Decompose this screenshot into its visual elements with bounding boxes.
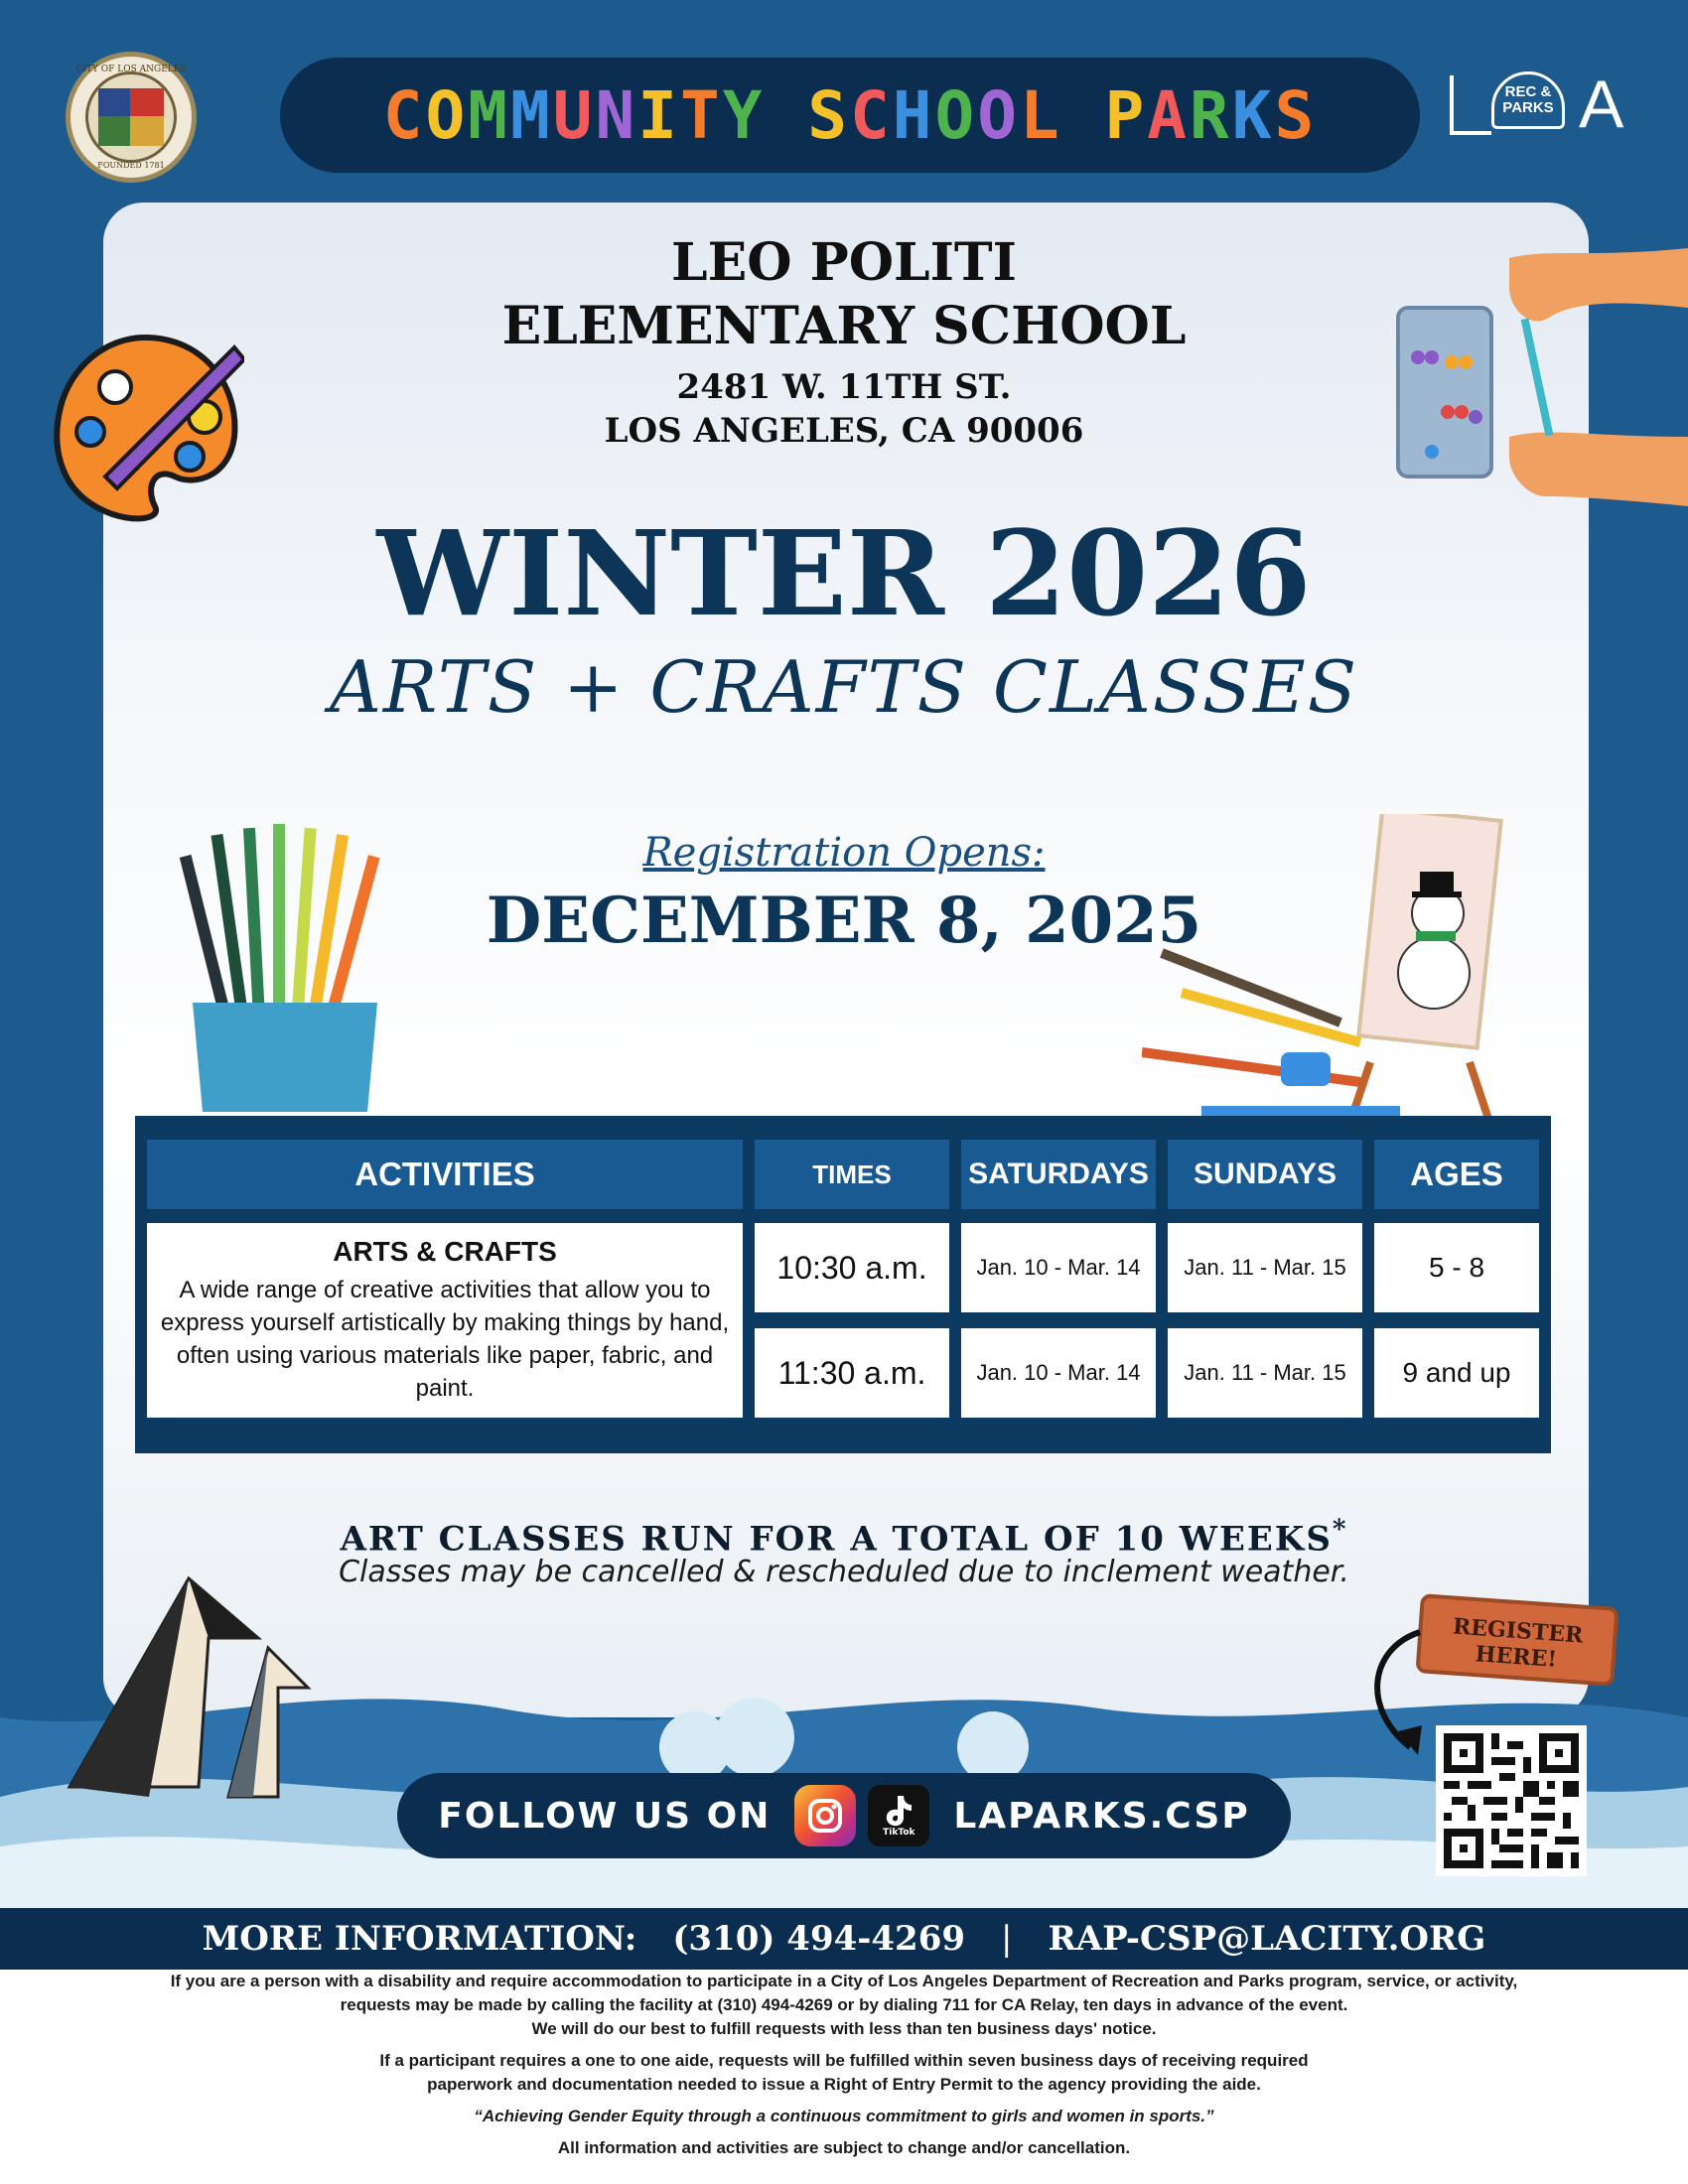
duration-asterisk: *	[1332, 1515, 1348, 1545]
school-address-line2: LOS ANGELES, CA 90006	[604, 411, 1084, 451]
table-cell-ages: 9 and up	[1374, 1328, 1539, 1418]
header-activities: ACTIVITIES	[147, 1140, 743, 1209]
registration-qr-code[interactable]	[1436, 1725, 1587, 1876]
footer-line: “Achieving Gender Equity through a continuous commitment to girls and women in sports.”	[474, 2107, 1214, 2125]
logo-badge-line2: PARKS	[1502, 99, 1554, 116]
banner-title-letter: P	[1104, 76, 1148, 154]
footer-line: requests may be made by calling the facility at (310) 494-4269 or by dialing 711 for CA Relay, ten days in advance of the event.	[340, 1995, 1348, 2014]
header-times: TIMES	[755, 1140, 949, 1209]
arrow-icon	[1360, 1628, 1440, 1767]
register-sign-line1: REGISTER	[1452, 1613, 1585, 1649]
footer-line: If you are a person with a disability and require accommodation to participate in a City of Los Angeles Department of Recreation and Parks program, service, or activity,	[170, 1972, 1518, 1990]
banner-title	[383, 77, 1318, 154]
banner-title-letter	[766, 77, 808, 154]
banner-title-letter: Y	[722, 76, 766, 154]
social-follow-bar	[397, 1773, 1291, 1858]
table-cell-ages: 5 - 8	[1374, 1223, 1539, 1312]
banner-title-letter: M	[510, 76, 553, 154]
activity-description: A wide range of creative activities that allow you to express yourself artistically by making things by hand, often using various materials like paper, fabric, and paint.	[160, 1277, 730, 1402]
table-cell-sundays: Jan. 11 - Mar. 15	[1168, 1328, 1362, 1418]
table-cell-saturdays: Jan. 10 - Mar. 14	[961, 1328, 1156, 1418]
banner-title-letter	[1062, 77, 1105, 154]
contact-info-bar	[0, 1908, 1688, 1970]
contact-separator: |	[1001, 1919, 1013, 1959]
footer-line: paperwork and documentation needed to issue a Right of Entry Permit to the agency providing the aide.	[427, 2075, 1261, 2094]
contact-email[interactable]: RAP-CSP@LACITY.ORG	[1048, 1919, 1486, 1959]
banner-title-letter: S	[1274, 76, 1318, 154]
banner-title-letter: C	[382, 76, 426, 154]
header-saturdays: SATURDAYS	[961, 1140, 1156, 1209]
seal-shield	[85, 71, 177, 163]
social-handle[interactable]: LAPARKS.CSP	[953, 1795, 1250, 1837]
header-ages: AGES	[1374, 1140, 1539, 1209]
duration-text: ART CLASSES RUN FOR A TOTAL OF 10 WEEKS	[340, 1519, 1333, 1560]
banner-title-letter: K	[1231, 76, 1275, 154]
schedule-table	[135, 1116, 1551, 1453]
qr-code-icon	[1444, 1733, 1579, 1868]
weather-note: Classes may be cancelled & rescheduled due to inclement weather.	[339, 1555, 1349, 1589]
seal-text-bottom: FOUNDED 1781	[97, 161, 165, 170]
banner-title-letter: U	[552, 76, 596, 154]
banner-title-letter: M	[468, 76, 510, 154]
instagram-icon[interactable]	[794, 1785, 856, 1846]
school-name-line1: LEO POLITI	[671, 232, 1017, 293]
activity-title: ARTS & CRAFTS	[333, 1236, 557, 1267]
banner-title-letter: A	[1147, 76, 1190, 154]
header-sundays: SUNDAYS	[1168, 1140, 1362, 1209]
season-title: WINTER 2026	[376, 504, 1312, 642]
banner-title-letter: S	[807, 76, 850, 154]
banner-title-letter: R	[1190, 76, 1232, 154]
footer-disclaimer	[0, 1970, 1688, 2184]
tiktok-icon[interactable]	[868, 1785, 929, 1846]
logo-badge	[1491, 71, 1565, 129]
seal-text-top: CITY OF LOS ANGELES	[75, 65, 187, 74]
table-cell-time: 10:30 a.m.	[755, 1223, 949, 1312]
banner-title-letter: O	[425, 76, 469, 154]
logo-letter-l	[1450, 75, 1491, 135]
footer-line: All information and activities are subject to change and/or cancellation.	[557, 2138, 1131, 2157]
table-cell-sundays: Jan. 11 - Mar. 15	[1168, 1223, 1362, 1312]
logo-letter-a: A	[1579, 67, 1624, 142]
banner-title-letter: N	[595, 76, 638, 154]
contact-phone[interactable]: (310) 494-4269	[672, 1919, 966, 1959]
rec-and-parks-logo	[1450, 66, 1658, 145]
banner-title-letter: L	[1020, 76, 1062, 154]
banner-title-letter: O	[934, 76, 978, 154]
table-cell-saturdays: Jan. 10 - Mar. 14	[961, 1223, 1156, 1312]
footer-line: If a participant requires a one to one aide, requests will be fulfilled within seven business days of receiving required	[379, 2051, 1309, 2070]
activity-cell	[147, 1223, 743, 1418]
follow-label: FOLLOW US ON	[438, 1795, 772, 1837]
banner-title-letter: C	[850, 76, 893, 154]
city-seal-logo	[66, 52, 197, 183]
banner-title-letter: I	[637, 76, 680, 154]
school-address-line1: 2481 W. 11TH ST.	[676, 367, 1012, 407]
registration-label: Registration Opens:	[642, 830, 1046, 876]
school-name-line2: ELEMENTARY SCHOOL	[501, 296, 1187, 356]
register-sign	[1415, 1593, 1618, 1687]
title-banner	[280, 58, 1420, 173]
table-cell-time: 11:30 a.m.	[755, 1328, 949, 1418]
register-sign-line2: HERE!	[1474, 1641, 1558, 1673]
footer-line: We will do our best to fulfill requests with less than ten business days' notice.	[531, 2019, 1157, 2038]
program-subtitle: ARTS + CRAFTS CLASSES	[329, 645, 1359, 729]
banner-title-letter: T	[680, 76, 723, 154]
logo-badge-line1: REC &	[1504, 83, 1552, 100]
tiktok-label: TikTok	[883, 1828, 915, 1838]
banner-title-letter: O	[977, 76, 1020, 154]
registration-date: DECEMBER 8, 2025	[486, 884, 1202, 958]
contact-label: MORE INFORMATION:	[202, 1919, 637, 1959]
banner-title-letter: H	[892, 76, 935, 154]
